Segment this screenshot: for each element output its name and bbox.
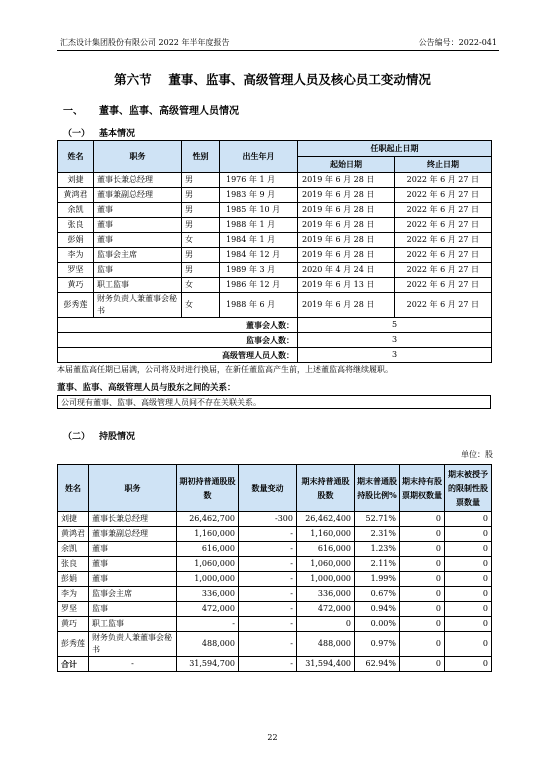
table-row bbox=[58, 278, 492, 293]
cell-name: 刘捷 bbox=[58, 173, 94, 188]
cell-restricted: 0 bbox=[445, 657, 492, 672]
table-row bbox=[58, 248, 492, 263]
table-row bbox=[58, 572, 492, 587]
cell-birth: 1976 年 1 月 bbox=[220, 173, 298, 188]
cell-gender: 女 bbox=[182, 278, 220, 293]
cell-restricted: 0 bbox=[445, 617, 492, 632]
cell-birth: 1988 年 6 月 bbox=[220, 293, 298, 318]
th-name: 姓名 bbox=[58, 465, 89, 512]
summary-value: 3 bbox=[298, 333, 492, 348]
cell-gender: 男 bbox=[182, 248, 220, 263]
header-rule bbox=[57, 50, 499, 51]
cell-end-date: 2022 年 6 月 27 日 bbox=[395, 233, 492, 248]
th-birth: 出生年月 bbox=[220, 141, 298, 173]
cell-change: - bbox=[239, 632, 297, 657]
cell-begin-shares: 1,160,000 bbox=[177, 527, 239, 542]
heading-basic-info bbox=[63, 126, 135, 139]
cell-change: - bbox=[239, 602, 297, 617]
cell-begin-shares: 1,000,000 bbox=[177, 572, 239, 587]
table-row bbox=[58, 602, 492, 617]
cell-end-date: 2022 年 6 月 27 日 bbox=[395, 278, 492, 293]
summary-row bbox=[58, 333, 492, 348]
cell-position: 监事会主席 bbox=[94, 248, 182, 263]
page-number: 22 bbox=[267, 733, 278, 742]
table-row bbox=[58, 632, 492, 657]
cell-name: 李为 bbox=[58, 587, 89, 602]
cell-birth: 1985 年 10 月 bbox=[220, 203, 298, 218]
cell-position: 董事长兼总经理 bbox=[94, 173, 182, 188]
cell-position: 财务负责人兼董事会秘书 bbox=[94, 293, 182, 318]
cell-start-date: 2019 年 6 月 28 日 bbox=[298, 173, 395, 188]
cell-name: 合计 bbox=[58, 657, 89, 672]
heading-text: 基本情况 bbox=[99, 129, 136, 139]
cell-name: 张良 bbox=[58, 557, 89, 572]
table-row bbox=[58, 203, 492, 218]
cell-name: 黄鸿君 bbox=[58, 188, 94, 203]
cell-position: 董事 bbox=[94, 203, 182, 218]
cell-change: - bbox=[239, 542, 297, 557]
table-row bbox=[58, 587, 492, 602]
cell-name: 罗坚 bbox=[58, 263, 94, 278]
table-row bbox=[58, 527, 492, 542]
summary-row bbox=[58, 318, 492, 333]
cell-options: 0 bbox=[400, 542, 445, 557]
cell-gender: 男 bbox=[182, 263, 220, 278]
cell-options: 0 bbox=[400, 602, 445, 617]
heading-shareholding bbox=[63, 429, 135, 442]
cell-change: - bbox=[239, 572, 297, 587]
cell-end-shares: 1,160,000 bbox=[297, 527, 355, 542]
table-row bbox=[58, 617, 492, 632]
cell-position: 财务负责人兼董事会秘书 bbox=[89, 632, 177, 657]
header-company: 汇杰设计集团股份有限公司 2022 年半年度报告 bbox=[60, 38, 230, 47]
cell-name: 李为 bbox=[58, 248, 94, 263]
cell-name: 余凯 bbox=[58, 203, 94, 218]
cell-name: 彭秀莲 bbox=[58, 632, 89, 657]
cell-name: 彭娟 bbox=[58, 572, 89, 587]
table-row bbox=[58, 557, 492, 572]
th-change: 数量变动 bbox=[239, 465, 297, 512]
cell-end-shares: 472,000 bbox=[297, 602, 355, 617]
cell-change: -300 bbox=[239, 512, 297, 527]
cell-options: 0 bbox=[400, 657, 445, 672]
cell-gender: 男 bbox=[182, 203, 220, 218]
cell-options: 0 bbox=[400, 617, 445, 632]
th-end-shares: 期末持普通股股数 bbox=[297, 465, 355, 512]
cell-position: 职工监事 bbox=[94, 278, 182, 293]
cell-end-date: 2022 年 6 月 27 日 bbox=[395, 218, 492, 233]
cell-end-shares: 1,060,000 bbox=[297, 557, 355, 572]
cell-change: - bbox=[239, 527, 297, 542]
cell-name: 余凯 bbox=[58, 542, 89, 557]
cell-end-date: 2022 年 6 月 27 日 bbox=[395, 248, 492, 263]
cell-begin-shares: - bbox=[177, 617, 239, 632]
th-name: 姓名 bbox=[58, 141, 94, 173]
cell-change: - bbox=[239, 617, 297, 632]
cell-position: 董事 bbox=[89, 557, 177, 572]
cell-position: 监事 bbox=[89, 602, 177, 617]
cell-name: 彭秀莲 bbox=[58, 293, 94, 318]
cell-gender: 男 bbox=[182, 218, 220, 233]
cell-position: 董事兼副总经理 bbox=[89, 527, 177, 542]
cell-restricted: 0 bbox=[445, 632, 492, 657]
cell-change: - bbox=[239, 587, 297, 602]
cell-begin-shares: 31,594,700 bbox=[177, 657, 239, 672]
cell-end-shares: 31,594,400 bbox=[297, 657, 355, 672]
section-title: 第六节 董事、监事、高级管理人员及核心员工变动情况 bbox=[114, 72, 431, 87]
cell-ratio: 1.99% bbox=[355, 572, 400, 587]
cell-ratio: 0.00% bbox=[355, 617, 400, 632]
heading-number: 一、 bbox=[63, 106, 83, 117]
cell-position: 董事长兼总经理 bbox=[89, 512, 177, 527]
cell-gender: 女 bbox=[182, 293, 220, 318]
cell-name: 黄巧 bbox=[58, 278, 94, 293]
cell-begin-shares: 1,060,000 bbox=[177, 557, 239, 572]
cell-start-date: 2019 年 6 月 28 日 bbox=[298, 233, 395, 248]
cell-ratio: 0.94% bbox=[355, 602, 400, 617]
cell-restricted: 0 bbox=[445, 587, 492, 602]
th-position: 职务 bbox=[94, 141, 182, 173]
cell-birth: 1984 年 1 月 bbox=[220, 233, 298, 248]
cell-name: 罗坚 bbox=[58, 602, 89, 617]
cell-begin-shares: 472,000 bbox=[177, 602, 239, 617]
cell-name: 张良 bbox=[58, 218, 94, 233]
cell-end-shares: 336,000 bbox=[297, 587, 355, 602]
heading-number: （一） bbox=[63, 129, 91, 139]
term-note: 本届董监高任期已届满，公司将及时进行换届，在新任董监高产生前，上述董监高将继续履职。 bbox=[57, 365, 393, 374]
relation-text: 公司现有董事、监事、高级管理人员间不存在关联关系。 bbox=[57, 395, 491, 409]
cell-start-date: 2019 年 6 月 28 日 bbox=[298, 188, 395, 203]
cell-begin-shares: 488,000 bbox=[177, 632, 239, 657]
th-ratio: 期末普通股持股比例% bbox=[355, 465, 400, 512]
cell-start-date: 2019 年 6 月 28 日 bbox=[298, 293, 395, 318]
cell-ratio: 2.31% bbox=[355, 527, 400, 542]
basic-info-table bbox=[57, 140, 492, 363]
heading-text: 董事、监事、高级管理人员情况 bbox=[99, 106, 239, 117]
th-begin-shares: 期初持普通股股数 bbox=[177, 465, 239, 512]
table-row bbox=[58, 233, 492, 248]
th-start: 起始日期 bbox=[298, 157, 395, 173]
table-row bbox=[58, 542, 492, 557]
cell-end-date: 2022 年 6 月 27 日 bbox=[395, 263, 492, 278]
cell-gender: 男 bbox=[182, 188, 220, 203]
cell-name: 彭娟 bbox=[58, 233, 94, 248]
cell-position: - bbox=[89, 657, 177, 672]
cell-position: 职工监事 bbox=[89, 617, 177, 632]
cell-ratio: 2.11% bbox=[355, 557, 400, 572]
cell-end-date: 2022 年 6 月 27 日 bbox=[395, 293, 492, 318]
cell-position: 董事 bbox=[89, 572, 177, 587]
page-header bbox=[60, 37, 497, 48]
cell-gender: 男 bbox=[182, 173, 220, 188]
cell-start-date: 2019 年 6 月 28 日 bbox=[298, 203, 395, 218]
th-end: 终止日期 bbox=[395, 157, 492, 173]
cell-end-date: 2022 年 6 月 27 日 bbox=[395, 188, 492, 203]
cell-ratio: 62.94% bbox=[355, 657, 400, 672]
heading-number: （二） bbox=[63, 432, 91, 442]
cell-options: 0 bbox=[400, 587, 445, 602]
cell-name: 黄巧 bbox=[58, 617, 89, 632]
cell-position: 董事 bbox=[94, 218, 182, 233]
cell-position: 董事 bbox=[89, 542, 177, 557]
cell-restricted: 0 bbox=[445, 512, 492, 527]
total-row bbox=[58, 657, 492, 672]
table-row bbox=[58, 173, 492, 188]
summary-label: 高级管理人员人数： bbox=[58, 348, 298, 363]
cell-restricted: 0 bbox=[445, 557, 492, 572]
cell-birth: 1988 年 1 月 bbox=[220, 218, 298, 233]
cell-options: 0 bbox=[400, 527, 445, 542]
cell-options: 0 bbox=[400, 512, 445, 527]
summary-label: 监事会人数： bbox=[58, 333, 298, 348]
cell-end-date: 2022 年 6 月 27 日 bbox=[395, 203, 492, 218]
cell-birth: 1989 年 3 月 bbox=[220, 263, 298, 278]
table-row bbox=[58, 512, 492, 527]
shareholding-table bbox=[57, 464, 492, 672]
header-announcement-no: 公告编号：2022-041 bbox=[418, 38, 497, 47]
cell-begin-shares: 26,462,700 bbox=[177, 512, 239, 527]
cell-start-date: 2019 年 6 月 28 日 bbox=[298, 248, 395, 263]
cell-restricted: 0 bbox=[445, 527, 492, 542]
summary-row bbox=[58, 348, 492, 363]
cell-birth: 1983 年 9 月 bbox=[220, 188, 298, 203]
cell-name: 刘捷 bbox=[58, 512, 89, 527]
cell-ratio: 0.97% bbox=[355, 632, 400, 657]
th-gender: 性别 bbox=[182, 141, 220, 173]
heading-level1 bbox=[63, 102, 239, 117]
table-row bbox=[58, 218, 492, 233]
relation-title: 董事、监事、高级管理人员与股东之间的关系： bbox=[57, 383, 236, 393]
th-restricted: 期末被授予的限制性股票数量 bbox=[445, 465, 492, 512]
table-row bbox=[58, 293, 492, 318]
heading-text: 持股情况 bbox=[99, 432, 136, 442]
cell-ratio: 0.67% bbox=[355, 587, 400, 602]
table-row bbox=[58, 188, 492, 203]
cell-end-shares: 0 bbox=[297, 617, 355, 632]
th-options: 期末持有股票期权数量 bbox=[400, 465, 445, 512]
cell-end-shares: 488,000 bbox=[297, 632, 355, 657]
cell-position: 董事兼副总经理 bbox=[94, 188, 182, 203]
cell-position: 监事 bbox=[94, 263, 182, 278]
table-row bbox=[58, 263, 492, 278]
cell-end-shares: 616,000 bbox=[297, 542, 355, 557]
cell-birth: 1986 年 12 月 bbox=[220, 278, 298, 293]
cell-change: - bbox=[239, 557, 297, 572]
cell-ratio: 52.71% bbox=[355, 512, 400, 527]
cell-end-date: 2022 年 6 月 27 日 bbox=[395, 173, 492, 188]
cell-end-shares: 26,462,400 bbox=[297, 512, 355, 527]
cell-start-date: 2019 年 6 月 13 日 bbox=[298, 278, 395, 293]
cell-options: 0 bbox=[400, 557, 445, 572]
th-term: 任职起止日期 bbox=[298, 141, 492, 157]
cell-position: 监事会主席 bbox=[89, 587, 177, 602]
cell-name: 黄鸿君 bbox=[58, 527, 89, 542]
cell-start-date: 2020 年 4 月 24 日 bbox=[298, 263, 395, 278]
unit-label: 单位：股 bbox=[461, 450, 493, 459]
cell-restricted: 0 bbox=[445, 602, 492, 617]
summary-value: 5 bbox=[298, 318, 492, 333]
cell-start-date: 2019 年 6 月 28 日 bbox=[298, 218, 395, 233]
cell-options: 0 bbox=[400, 572, 445, 587]
cell-options: 0 bbox=[400, 632, 445, 657]
th-position: 职务 bbox=[89, 465, 177, 512]
cell-position: 董事 bbox=[94, 233, 182, 248]
cell-ratio: 1.23% bbox=[355, 542, 400, 557]
cell-birth: 1984 年 12 月 bbox=[220, 248, 298, 263]
cell-restricted: 0 bbox=[445, 572, 492, 587]
cell-gender: 女 bbox=[182, 233, 220, 248]
cell-begin-shares: 616,000 bbox=[177, 542, 239, 557]
cell-restricted: 0 bbox=[445, 542, 492, 557]
cell-change: - bbox=[239, 657, 297, 672]
summary-value: 3 bbox=[298, 348, 492, 363]
cell-end-shares: 1,000,000 bbox=[297, 572, 355, 587]
cell-begin-shares: 336,000 bbox=[177, 587, 239, 602]
summary-label: 董事会人数： bbox=[58, 318, 298, 333]
